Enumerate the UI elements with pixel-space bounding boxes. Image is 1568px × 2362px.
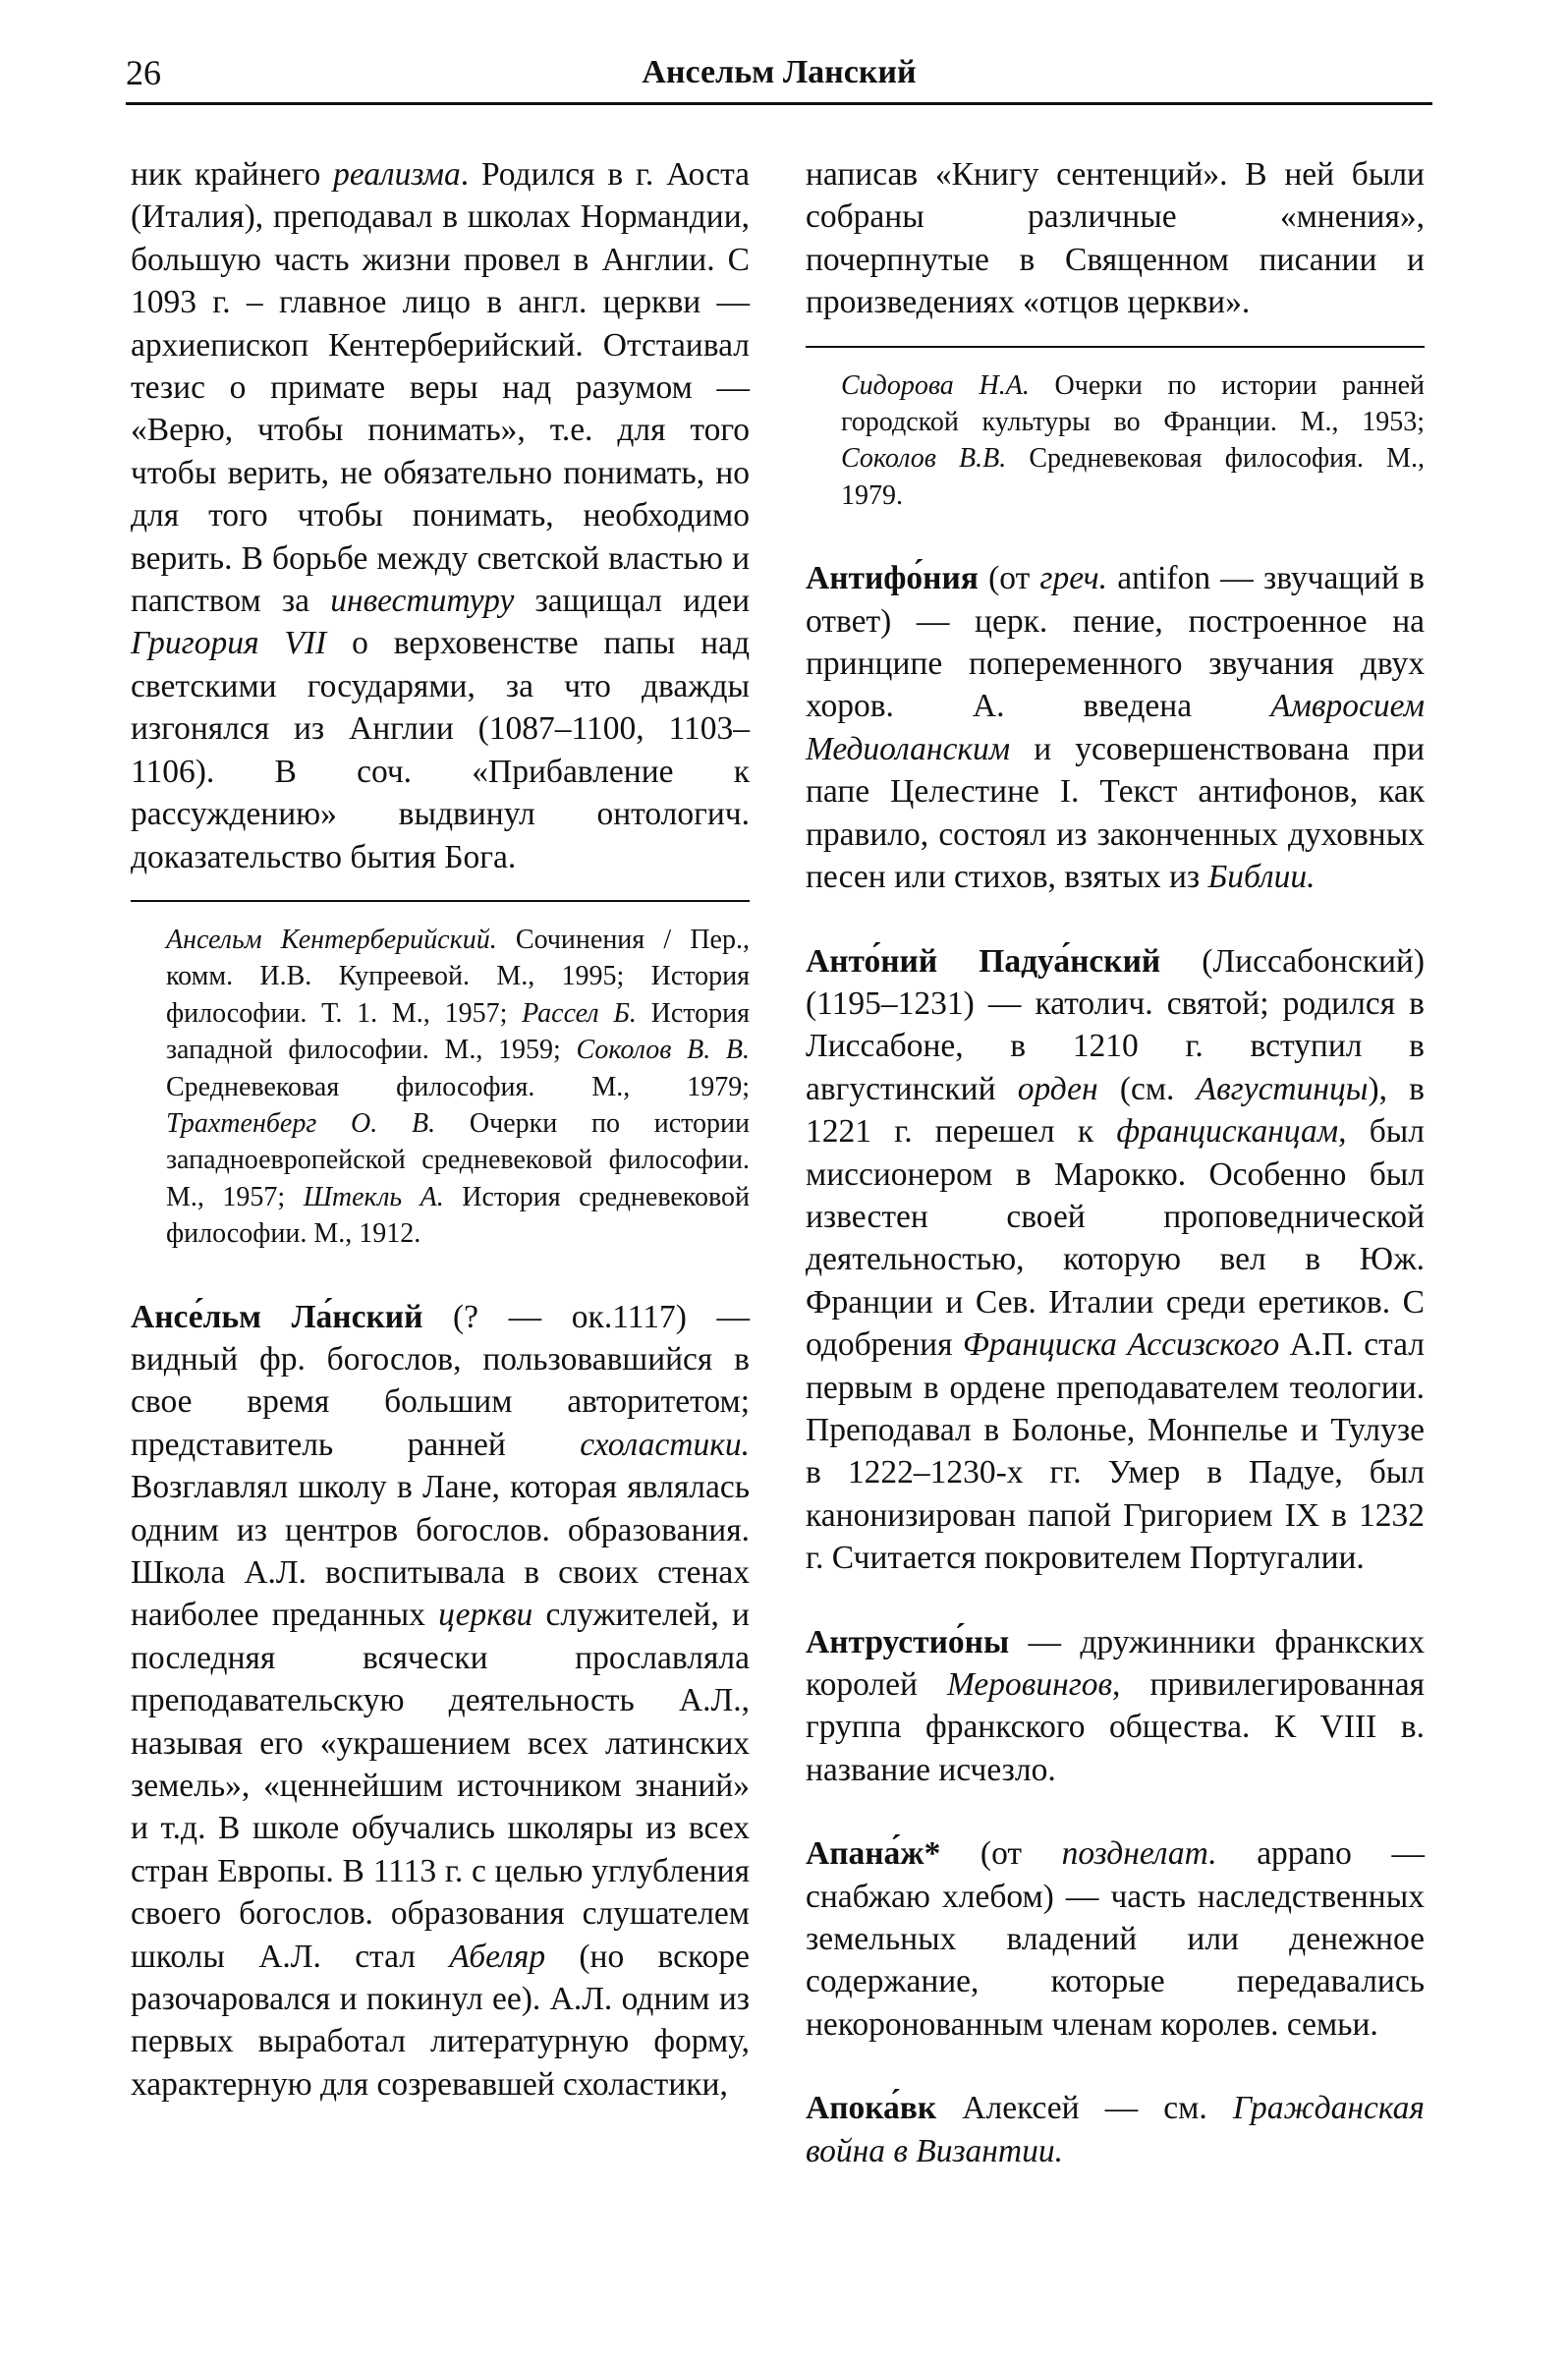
entry-term: Апока́вк <box>806 2090 937 2127</box>
entry-antifonia: Антифо́ния (от греч. antifon — звучащий в ответ) — церк. пение, построенное на принципе попеременного звучания двух хоров. А. введена Амвросием Медиоланским и усовершенствована при папе Целестине I. Текст антифонов, как правило, состоял из законченных духовных песен или стихов, взятых из Библии. <box>806 560 1425 896</box>
bibliography-anselm-laon: Сидорова Н.А. Очерки по истории ранней городской культуры во Франции. М., 1953; Соколов В.В. Средневековая философия. М., 1979. <box>841 369 1425 511</box>
running-title: Ансельм Ланский <box>642 54 917 90</box>
entry-apanage: Апана́ж* (от позднелат. appano — снабжаю хлебом) — часть наследственных земельных владений или денежное содержание, которые передавались некоронованным членам королев. семьи. <box>806 1835 1425 2043</box>
entry-antony-padua: Анто́ний Падуа́нский (Лиссабонский) (1195–1231) — католич. святой; родился в Лиссабоне, в 1210 г. вступил в августинский орден (см. Августинцы), в 1221 г. перешел к францисканцам, был миссионером в Марокко. Особенно был известен своей проповеднической деятельностью, которую вел в Юж. Франции и Сев. Италии среди еретиков. С одобрения Франциска Ассизского А.П. стал первым в ордене преподавателем теологии. Преподавал в Болонье, Монпелье и Тулузе в 1222–1230-х гг. Умер в Падуе, был канонизирован папой Григорием IX в 1232 г. Считается покровителем Португалии. <box>806 942 1425 1577</box>
bibliography-rule <box>131 900 750 902</box>
bibliography-rule <box>806 346 1425 348</box>
right-column <box>806 153 1425 2214</box>
entry-anselm-laon-continuation: написав «Книгу сентенций». В ней были собраны различные «мнения», почерпнутые в Священном писании и произведениях «отцов церкви». <box>806 156 1425 321</box>
bibliography-anselm-canterbury: Ансельм Кентерберийский. Сочинения / Пер., комм. И.В. Купреевой. М., 1995; История философии. Т. 1. М., 1957; Рассел Б. История западной философии. М., 1959; Соколов В. В. Средневековая философия. М., 1979; Трахтенберг О. В. Очерки по истории западноевропейской средневековой философии. М., 1957; Штекль А. История средневековой философии. М., 1912. <box>166 924 750 1250</box>
entry-anselm-laon: Ансе́льм Ла́нский (? — ок.1117) — видный фр. богослов, пользовавшийся в свое время большим авторитетом; представитель ранней схоластики. Возглавлял школу в Лане, которая являлась одним из центров богослов. образования. Школа А.Л. воспитывала в своих стенах наиболее преданных церкви служителей, и последняя всячески прославляла преподавательскую деятельность А.Л., называя его «украшением всех латинских земель», «ценнейшим источником знаний» и т.д. В школе обучались школяры из всех стран Европы. В 1113 г. с целью углубления своего богослов. образования слушателем школы А.Л. стал Абеляр (но вскоре разочаровался и покинул ее). А.Л. одним из первых выработал литературную форму, характерную для созревавшей схоластики, <box>131 1298 750 2103</box>
entry-term: Апана́ж* <box>806 1835 941 1873</box>
entry-antrustiony: Антрустио́ны — дружинники франкских королей Меровингов, привилегированная группа франкского общества. К VIII в. название исчезло. <box>806 1623 1425 1788</box>
entry-term: Анто́ний Падуа́нский <box>806 942 1161 980</box>
entry-term: Ансе́льм Ла́нский <box>131 1298 423 1335</box>
header-rule <box>126 102 1432 105</box>
entry-term: Антифо́ния <box>806 560 979 597</box>
page-number: 26 <box>126 53 161 92</box>
entry-term: Антрустио́ны <box>806 1623 1010 1660</box>
entry-anselm-continuation: ник крайнего реализма. Родился в г. Аоста (Италия), преподавал в школах Нормандии, большую часть жизни провел в Англии. С 1093 г. – главное лицо в англ. церкви — архиепископ Кентерберийский. Отстаивал тезис о примате веры над разумом — «Верю, чтобы понимать», т.е. для того чтобы верить, не обязательно понимать, но для того чтобы понимать, необходимо верить. В борьбе между светской властью и папством за инвеституру защищал идеи Григория VII о верховенстве папы над светскими государями, за что дважды изгонялся из Англии (1087–1100, 1103–1106). В соч. «Прибавление к рассуждению» выдвинул онтологич. доказательство бытия Бога. <box>131 156 751 875</box>
left-column <box>131 153 750 2147</box>
page-header <box>126 51 1432 106</box>
entry-apokavk: Апока́вк Алексей — см. Гражданская война в Византии. <box>806 2090 1425 2169</box>
